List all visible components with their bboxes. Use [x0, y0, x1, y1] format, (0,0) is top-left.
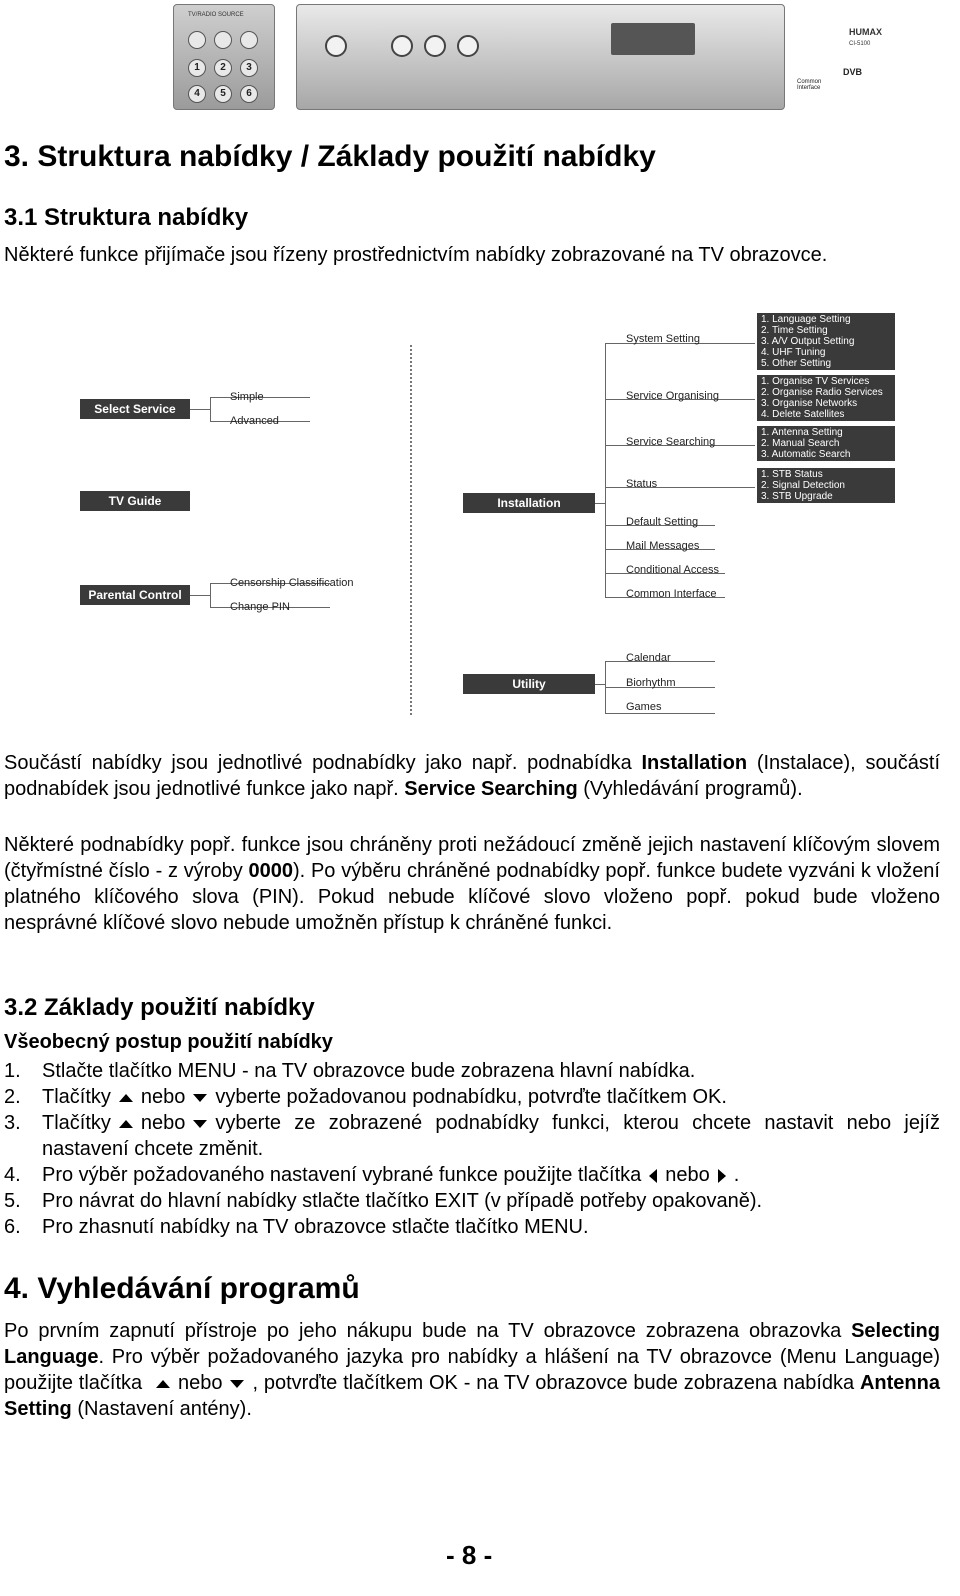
item-change-pin: Change PIN [230, 601, 290, 613]
bold-term: 0000 [248, 860, 293, 882]
arrow-up-icon [119, 1120, 133, 1128]
text-run: (Nastavení antény). [71, 1398, 252, 1420]
remote-control [173, 4, 275, 110]
item-mail-messages: Mail Messages [626, 540, 700, 552]
text-run: Po prvním zapnutí přístroje po jeho nákupu bude na TV obrazovce zobrazena obrazovka [4, 1320, 852, 1342]
submenu-status: 1. STB Status 2. Signal Detection 3. STB Upgrade [757, 468, 895, 503]
list-text: Stlačte tlačítko MENU - na TV obrazovce bude zobrazena hlavní nabídka. [42, 1060, 696, 1082]
text-run: . [733, 1164, 740, 1186]
text-run: Některé podnabídky popř. funkce jsou chráněny proti nežádoucí změně jejich nastavení klíčovým slovem (čtyřmístné číslo - z výroby [4, 834, 940, 882]
section-3-2-title: 3.2 Základy použití nabídky [4, 994, 315, 1021]
section-3-1-intro: Některé funkce přijímače jsou řízeny prostřednictvím nabídky zobrazované na TV obrazovce. [4, 244, 828, 266]
arrow-down-icon [230, 1380, 244, 1388]
arrow-down-icon [193, 1094, 207, 1102]
list-text [42, 1084, 940, 1110]
arrow-right-icon [718, 1169, 726, 1183]
device-photo [173, 4, 882, 108]
remote-key: 3 [240, 59, 258, 77]
item-default-setting: Default Setting [626, 516, 699, 528]
list-number: 2. [4, 1086, 21, 1108]
section-4-title: 4. Vyhledávání programů [4, 1272, 360, 1305]
remote-key: 4 [188, 85, 206, 103]
remote-key: 1 [188, 59, 206, 77]
text-run: (Vyhledávání programů). [577, 778, 803, 800]
bold-term: Antenna Setting [4, 1372, 940, 1420]
list-item [4, 1214, 940, 1240]
arrow-left-icon [649, 1169, 657, 1183]
remote-button [214, 31, 232, 49]
text-run: Tlačítky [42, 1112, 111, 1134]
text-run: vyberte ze zobrazené podnabídky funkci, kterou chcete nastavit nebo jejíž nastavení chcete změnit. [42, 1112, 940, 1160]
list-text: Pro zhasnutí nabídky na TV obrazovce stlačte tlačítko MENU. [42, 1216, 589, 1238]
remote-label: TV/RADIO SOURCE [188, 12, 244, 18]
menu-parental-control: Parental Control [80, 585, 190, 605]
list-number: 4. [4, 1164, 21, 1186]
bold-term: Service Searching [404, 778, 578, 800]
text-run: Pro výběr požadovaného nastavení vybrané funkce použijte tlačítka [42, 1164, 642, 1186]
remote-key: 2 [214, 59, 232, 77]
list-number: 1. [4, 1060, 21, 1082]
page-number: - 8 - [446, 1540, 493, 1570]
text-run: . Pro výběr požadovaného jazyka pro nabídky a hlášení na TV obrazovce (Menu Language) použijte tlačítka [4, 1346, 940, 1394]
list-number: 5. [4, 1190, 21, 1212]
item-service-organising: Service Organising [626, 390, 719, 402]
submenu-service-searching: 1. Antenna Setting 2. Manual Search 3. Automatic Search [757, 426, 895, 461]
arrow-up-icon [119, 1094, 133, 1102]
item-advanced: Advanced [230, 415, 279, 427]
steps-list [4, 1058, 940, 1240]
display-panel [611, 23, 695, 55]
item-conditional-access: Conditional Access [626, 564, 719, 576]
conjunction-text: nebo [140, 1086, 186, 1108]
item-censorship-classification: Censorship Classification [230, 577, 354, 589]
section-3-1-title: 3.1 Struktura nabídky [4, 204, 249, 231]
text-run: , potvrďte tlačítkem OK - na TV obrazovce bude zobrazena nabídka [252, 1372, 860, 1394]
text-run: Tlačítky [42, 1086, 111, 1108]
menu-structure-diagram [56, 305, 896, 725]
item-service-searching: Service Searching [626, 436, 716, 448]
item-biorhythm: Biorhythm [626, 677, 676, 689]
ci-label: Common Interface [797, 79, 822, 91]
remote-button [240, 31, 258, 49]
item-system-setting: System Setting [626, 333, 700, 345]
list-item [4, 1084, 940, 1110]
list-text: Pro návrat do hlavní nabídky stlačte tlačítko EXIT (v případě potřeby opakovaně). [42, 1190, 763, 1212]
submenu-system-setting: 1. Language Setting 2. Time Setting 3. A/V Output Setting 4. UHF Tuning 5. Other Setting [757, 313, 895, 370]
paragraph-language [4, 1318, 940, 1422]
item-calendar: Calendar [626, 652, 671, 664]
front-button [457, 35, 479, 57]
remote-button [188, 31, 206, 49]
receiver-box [296, 4, 882, 110]
list-text [42, 1110, 940, 1162]
list-item [4, 1162, 940, 1188]
submenu-service-organising: 1. Organise TV Services 2. Organise Radio Services 3. Organise Networks 4. Delete Satellites [757, 375, 895, 421]
section-3-title: 3. Struktura nabídky / Základy použití nabídky [4, 140, 656, 173]
item-simple: Simple [230, 391, 264, 403]
text-run: (Instalace), součástí podnabídek jsou jednotlivé funkce jako např. [4, 752, 940, 800]
remote-key: 6 [240, 85, 258, 103]
conjunction-text: nebo [665, 1164, 710, 1186]
arrow-down-icon [193, 1120, 207, 1128]
text-run: ). Po výběru chráněné podnabídky popř. funkce budete vyzváni k vložení platného klíčového slova (PIN). Pokud nebude klíčové slovo vloženo popř. pokud bude vloženo nesprávné klíčové slovo nebude umožněn přístup k chráněné funkci. [4, 860, 940, 934]
item-games: Games [626, 701, 662, 713]
conjunction-text: nebo [140, 1112, 186, 1134]
item-common-interface: Common Interface [626, 588, 717, 600]
list-number: 3. [4, 1112, 21, 1134]
menu-tv-guide: TV Guide [80, 491, 190, 511]
front-button [325, 35, 347, 57]
list-item [4, 1110, 940, 1162]
brand-logo: HUMAX CI-5100 [849, 27, 882, 47]
bold-term: Installation [641, 752, 748, 774]
dvb-logo: DVB [843, 67, 863, 77]
front-button [391, 35, 413, 57]
paragraph-submenus [4, 750, 940, 802]
section-3-2-subtitle: Všeobecný postup použití nabídky [4, 1031, 333, 1053]
paragraph-pin [4, 832, 940, 936]
menu-installation: Installation [463, 493, 595, 513]
menu-select-service: Select Service [80, 399, 190, 419]
text-run: Součástí nabídky jsou jednotlivé podnabídky jako např. podnabídka [4, 752, 642, 774]
bold-term: Selecting Language [4, 1320, 940, 1368]
remote-key: 5 [214, 85, 232, 103]
list-text [42, 1162, 940, 1188]
front-button [424, 35, 446, 57]
menu-utility: Utility [463, 674, 595, 694]
arrow-up-icon [156, 1380, 170, 1388]
text-run: vyberte požadovanou podnabídku, potvrďte tlačítkem OK. [215, 1086, 727, 1108]
list-item [4, 1188, 940, 1214]
list-item [4, 1058, 940, 1084]
item-status: Status [626, 478, 658, 490]
conjunction-text: nebo [177, 1372, 223, 1394]
list-number: 6. [4, 1216, 21, 1238]
